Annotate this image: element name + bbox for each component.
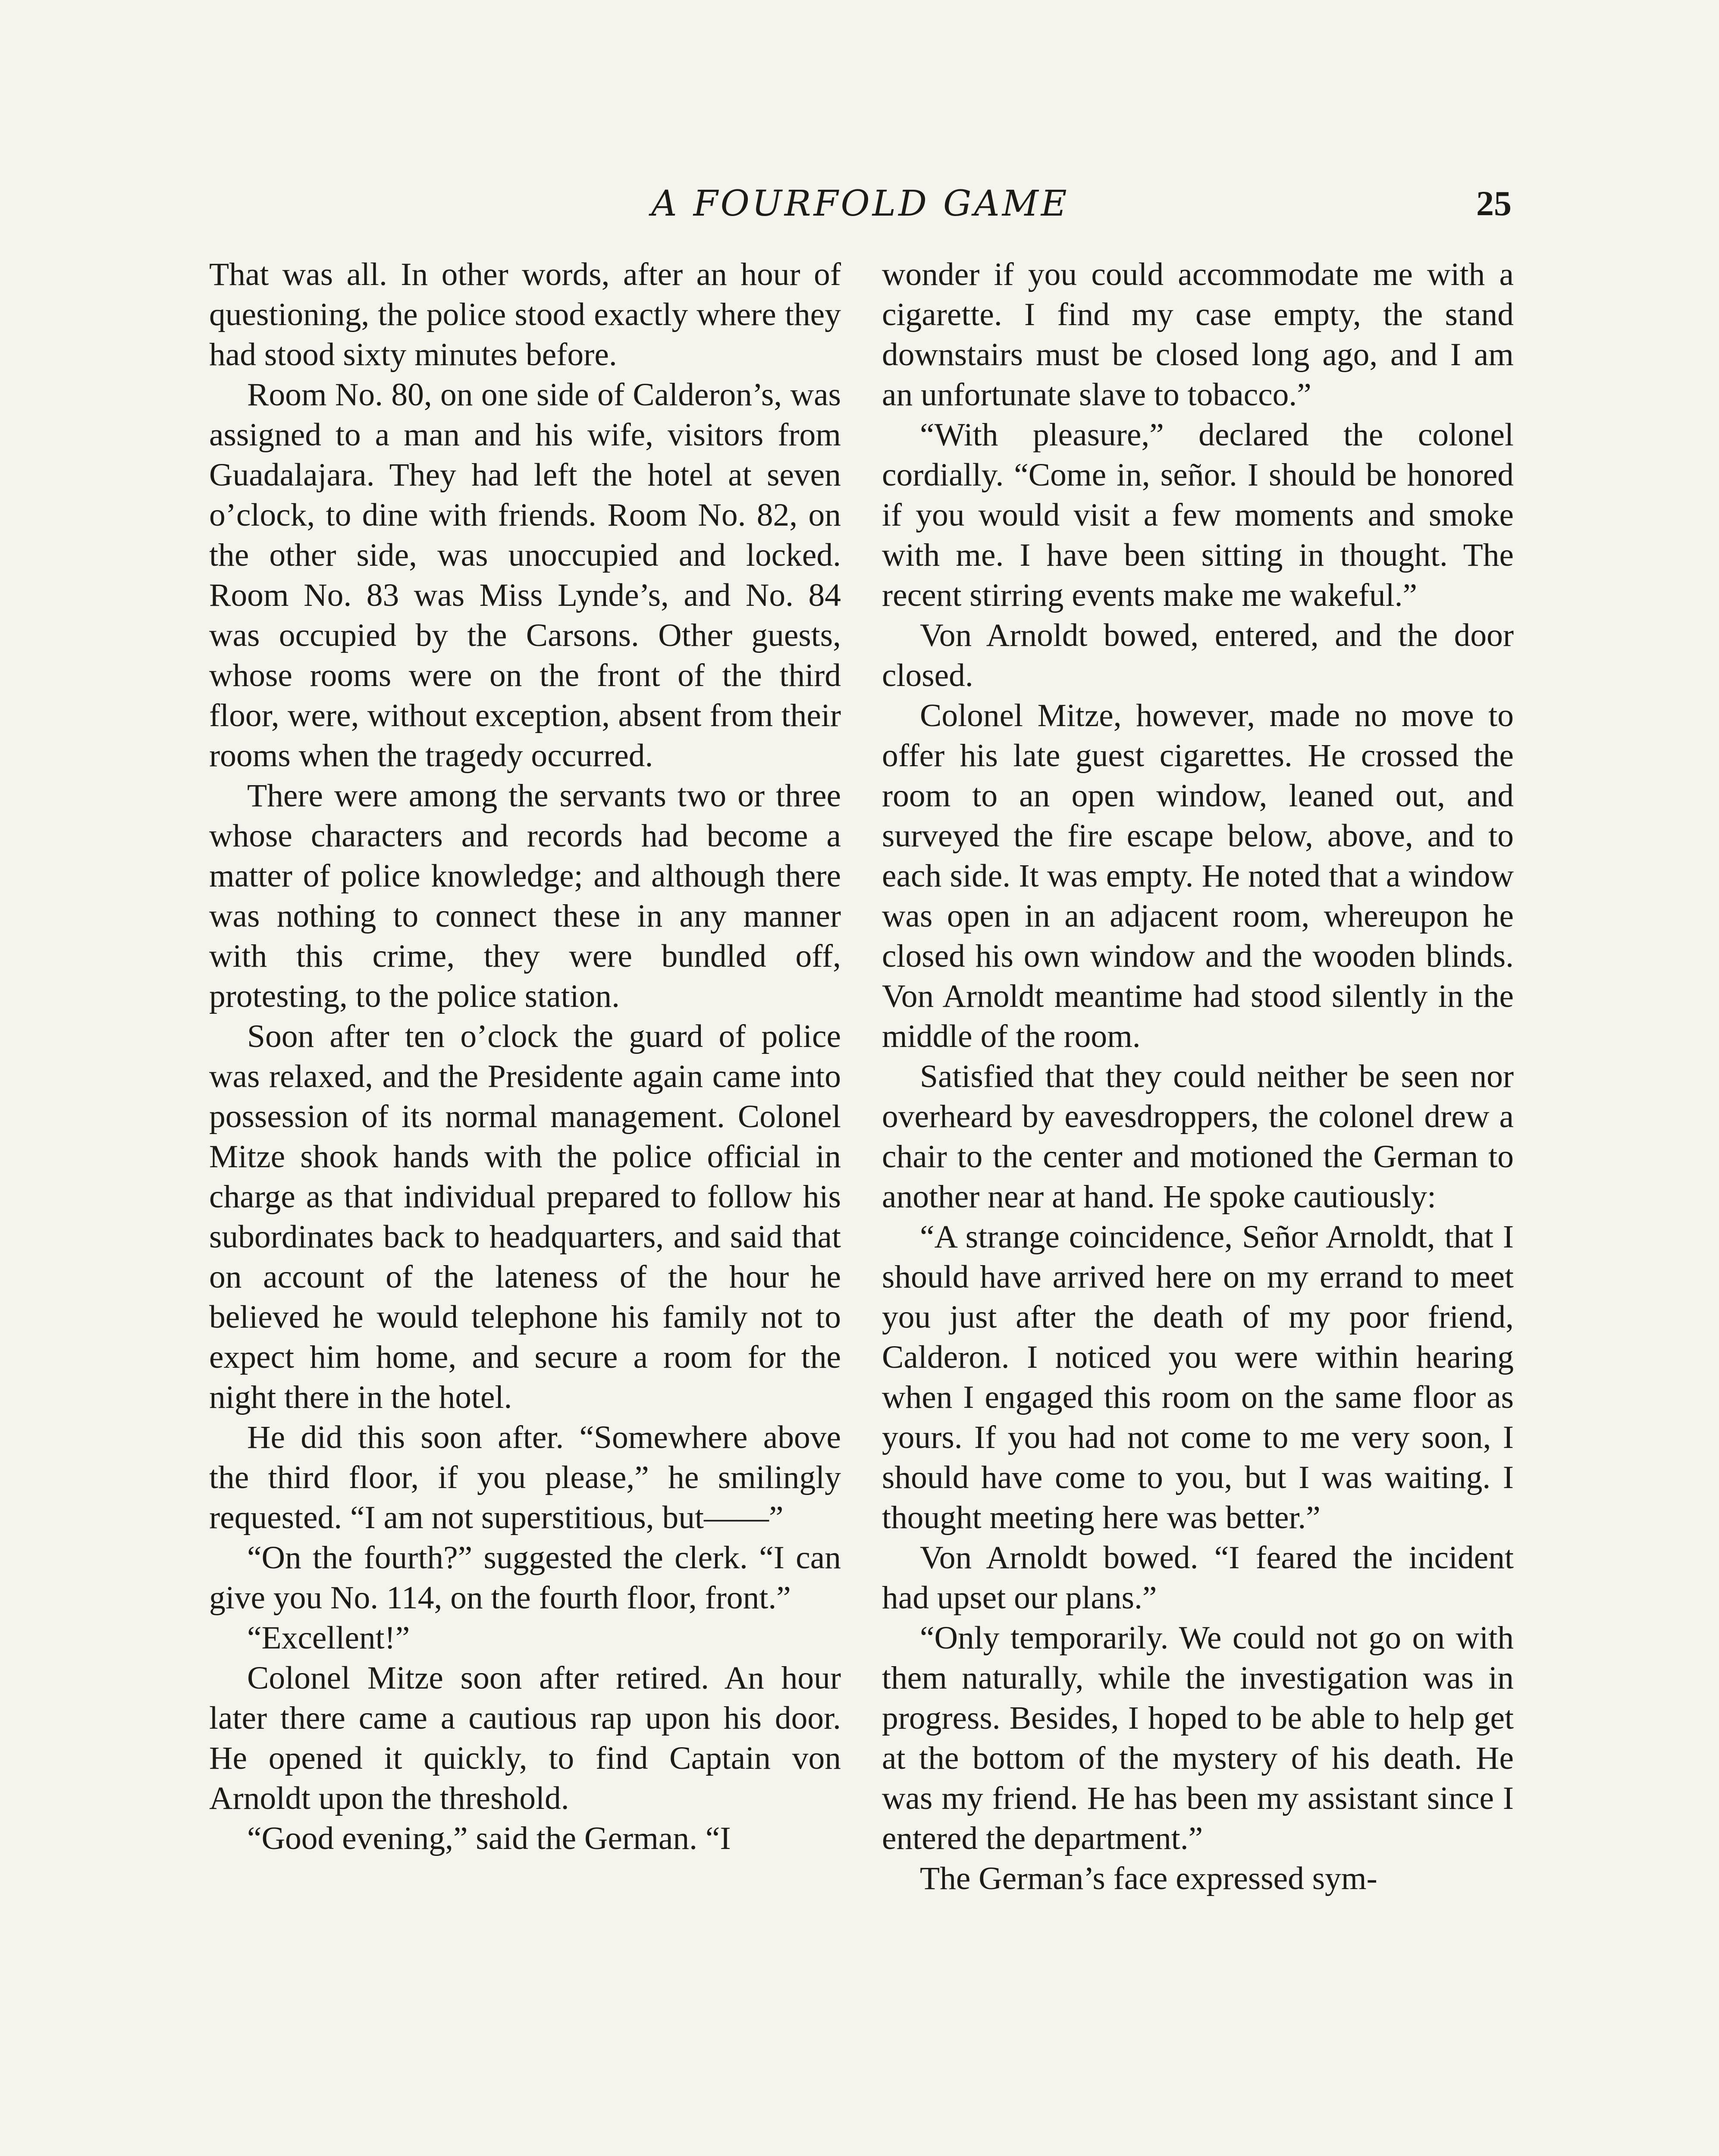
paragraph: “Excellent!” xyxy=(247,1620,410,1656)
running-head xyxy=(209,183,1512,231)
paragraph: Satisfied that they could neither be seen nor overheard by eavesdroppers, the colonel drew a chair to the center and motioned the German to another near at hand. He spoke cautiously: xyxy=(882,1059,1514,1215)
paragraph: Von Arnoldt bowed. “I feared the incident had upset our plans.” xyxy=(882,1540,1514,1616)
paragraph: “A strange coincidence, Señor Arnoldt, that I should have arrived here on my errand to meet you just after the death of my poor friend, Calderon. I noticed you were within hearing when I engaged this room on the same floor as yours. If you had not come to me very soon, I should have come to you, but I was waiting. I thought meeting here was better.” xyxy=(882,1219,1514,1536)
paragraph: The German’s face expressed sym- xyxy=(920,1861,1377,1896)
left-column xyxy=(209,254,841,1858)
paragraph: “Only temporarily. We could not go on with them naturally, while the investigation was in progress. Besides, I hoped to be able to help get at the bottom of the mystery of his death. He was my friend. He has been my assistant since I entered the department.” xyxy=(882,1620,1514,1856)
paragraph: “Good evening,” said the German. “I xyxy=(247,1821,731,1856)
paragraph: Soon after ten o’clock the guard of police was relaxed, and the Presidente again came into possession of its normal management. Colonel Mitze shook hands with the police official in charge as that individual prepared to follow his subordinates back to headquarters, and said that on account of the lateness of the hour he believed he would telephone his family not to expect him home, and secure a room for the night there in the hotel. xyxy=(209,1018,841,1415)
paragraph: Colonel Mitze soon after retired. An hour later there came a cautious rap upon his door. He opened it quickly, to find Captain von Arnoldt upon the threshold. xyxy=(209,1660,841,1816)
paragraph: Colonel Mitze, however, made no move to offer his late guest cigarettes. He crossed the room to an open window, leaned out, and surveyed the fire escape below, above, and to each side. It was empty. He noted that a window was open in an adjacent room, whereupon he closed his own window and the wooden blinds. Von Arnoldt meantime had stood silently in the middle of the room. xyxy=(882,698,1514,1054)
paragraph: wonder if you could accommodate me with a cigarette. I find my case empty, the stand downstairs must be closed long ago, and I am an unfortunate slave to tobacco.” xyxy=(882,257,1514,413)
right-column xyxy=(882,254,1514,1899)
paragraph: “On the fourth?” suggested the clerk. “I can give you No. 114, on the fourth floor, front.” xyxy=(209,1540,841,1616)
paragraph: He did this soon after. “Somewhere above the third floor, if you please,” he smilingly requested. “I am not superstitious, but——” xyxy=(209,1420,841,1536)
paragraph: Room No. 80, on one side of Calderon’s, was assigned to a man and his wife, visitors from Guadalajara. They had left the hotel at seven o’clock, to dine with friends. Room No. 82, on the other side, was unoccupied and locked. Room No. 83 was Miss Lynde’s, and No. 84 was occupied by the Carsons. Other guests, whose rooms were on the front of the third floor, were, without exception, absent from their rooms when the tragedy occurred. xyxy=(209,377,841,774)
paragraph: There were among the servants two or three whose characters and records had become a matter of police knowledge; and although there was nothing to connect these in any manner with this crime, they were bundled off, protesting, to the police station. xyxy=(209,778,841,1014)
paragraph: That was all. In other words, after an hour of questioning, the police stood exactly where they had stood sixty minutes before. xyxy=(209,257,841,373)
paragraph: Von Arnoldt bowed, entered, and the door closed. xyxy=(882,617,1514,693)
chapter-title: A FOURFOLD GAME xyxy=(651,183,1070,224)
page-number: 25 xyxy=(1476,184,1512,223)
paragraph: “With pleasure,” declared the colonel cordially. “Come in, señor. I should be honored if you would visit a few moments and smoke with me. I have been sitting in thought. The recent stirring events make me wakeful.” xyxy=(882,417,1514,613)
